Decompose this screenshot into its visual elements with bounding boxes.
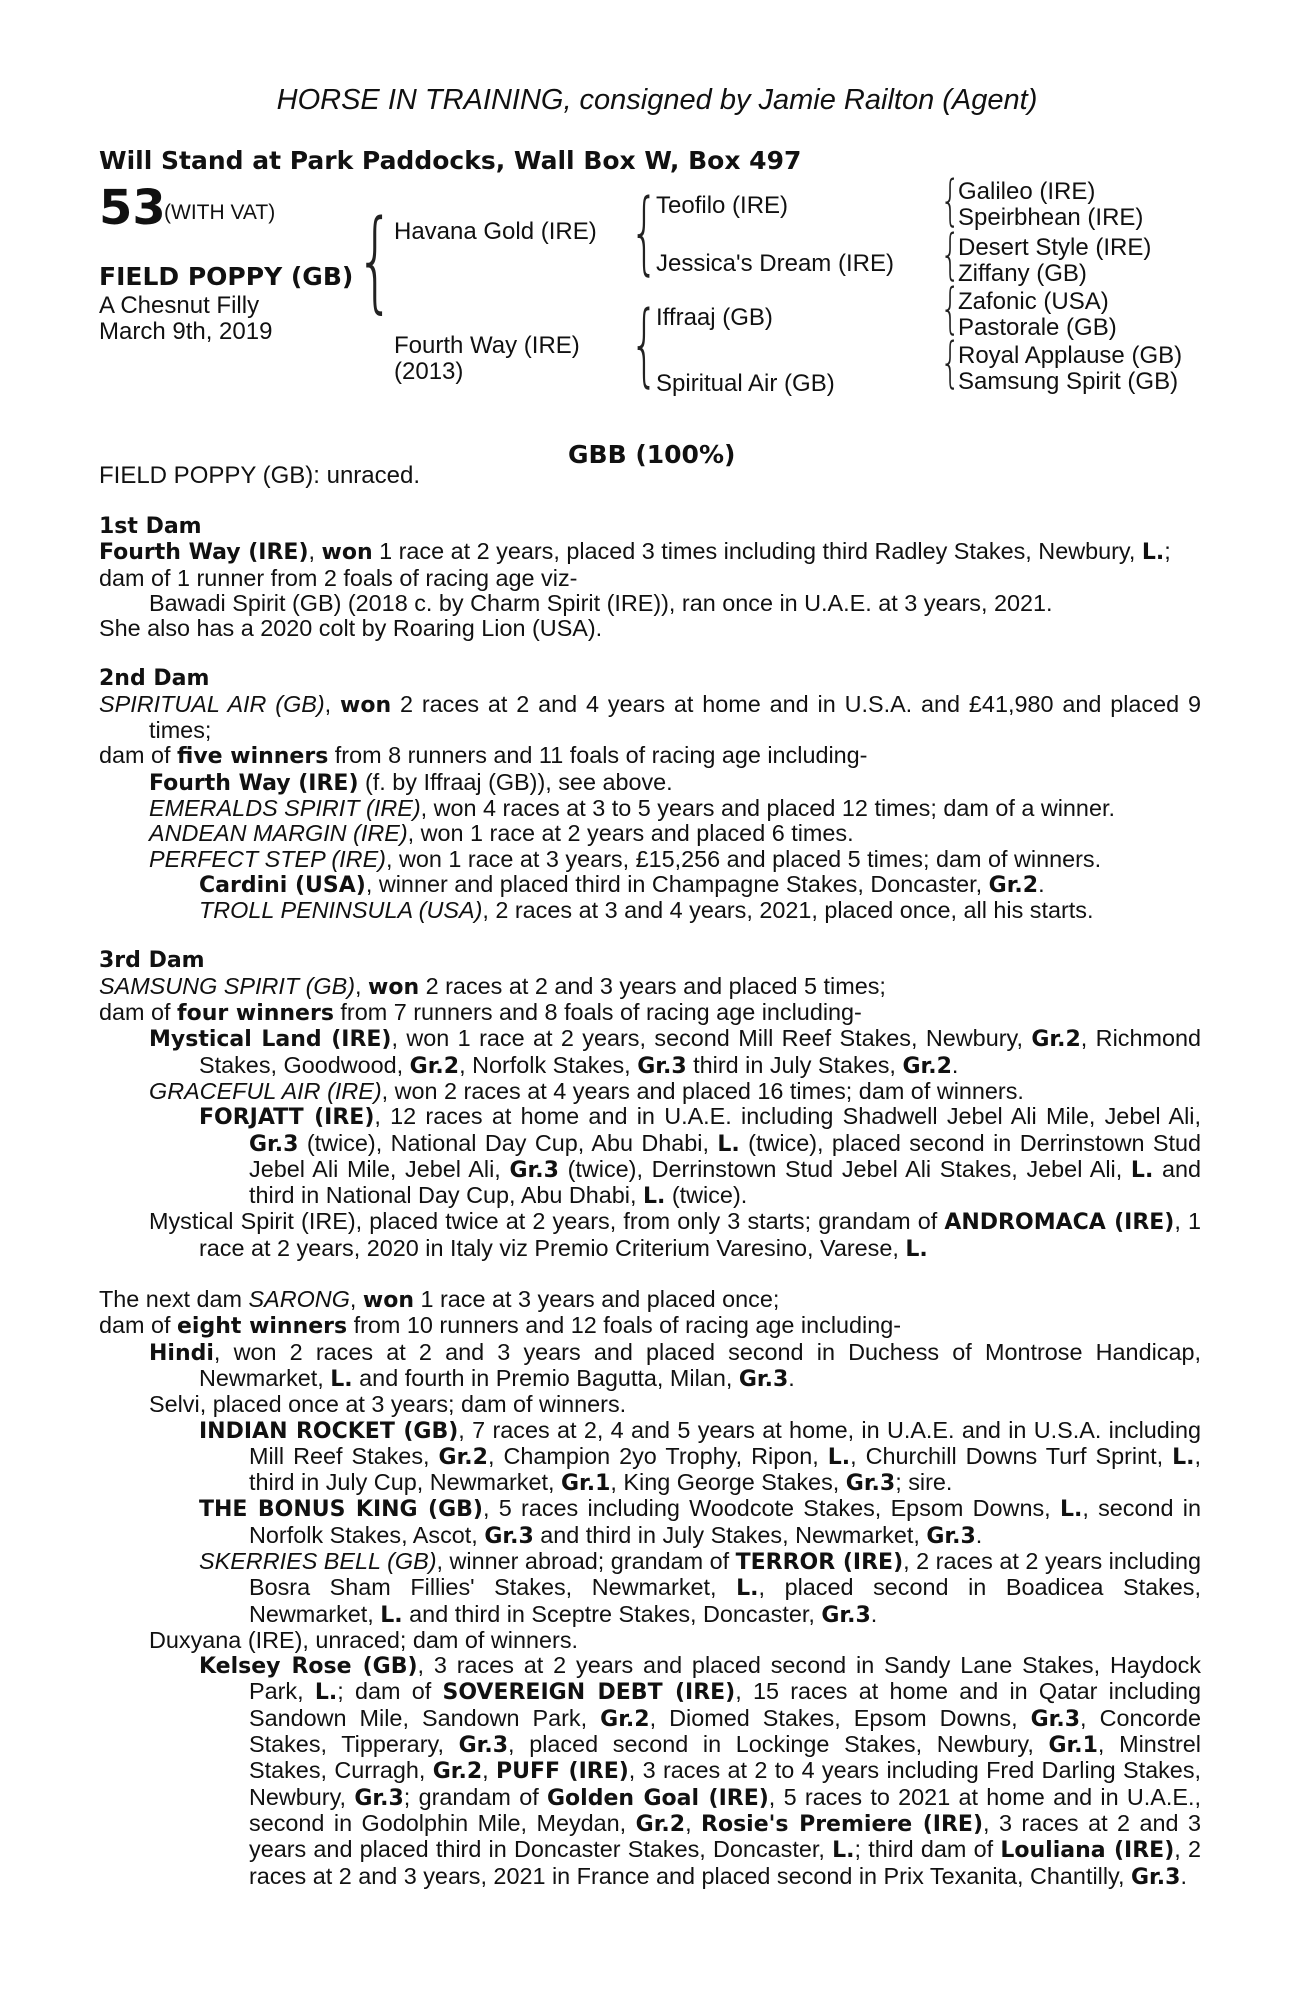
horse-description: A Chesnut Filly xyxy=(99,292,260,319)
horse-name: FIELD POPPY (GB) xyxy=(99,262,354,291)
produce-entry: FORJATT (IRE), 12 races at home and in U.A.E. including Shadwell Jebel Ali Mile, Jebel Ali, Gr.3 (twice), National Day Cup, Abu Dhabi, L. (twice), placed second in Derrinstown Stud Jebel Ali Mile, Jebel Ali, Gr.3 (twice), Derrinstown Stud Jebel Ali Stakes, Jebel Ali, L. and third in National Day Cup, Abu Dhabi, L. (twice). xyxy=(199,1103,1202,1210)
produce-entry: INDIAN ROCKET (GB), 7 races at 2, 4 and 5 years at home, in U.A.E. and in U.S.A. including Mill Reef Stakes, Gr.2, Champion 2yo Trophy, Ripon, L., Churchill Downs Turf Sprint, L., third in July Cup, Newmarket, Gr.1, King George Stakes, Gr.3; sire. xyxy=(199,1416,1202,1497)
produce-summary: dam of 1 runner from 2 foals of racing age viz- xyxy=(99,564,578,591)
pedigree-dam-year: (2013) xyxy=(394,358,464,385)
pedigree-sire-dam: Jessica's Dream (IRE) xyxy=(656,250,894,277)
pedigree-dam-dam: Spiritual Air (GB) xyxy=(656,370,835,397)
pedigree-brace: { xyxy=(940,169,961,232)
vat-note: (WITH VAT) xyxy=(164,201,276,224)
produce-entry: Duxyana (IRE), unraced; dam of winners. xyxy=(149,1626,579,1653)
produce-entry: Kelsey Rose (GB), 3 races at 2 years and placed second in Sandy Lane Stakes, Haydock Park, L.; dam of SOVEREIGN DEBT (IRE), 15 races at home and in Qatar including Sandown Mile, Sandown Park, Gr.2, Diomed Stakes, Epsom Downs, Gr.3, Concorde Stakes, Tipperary, Gr.3, placed second in Lockinge Stakes, Newbury, Gr.1, Minstrel Stakes, Curragh, Gr.2, PUFF (IRE), 3 races at 2 to 4 years including Fred Darling Stakes, Newbury, Gr.3; grandam of Golden Goal (IRE), 5 races to 2021 at home and in U.A.E., second in Godolphin Mile, Meydan, Gr.2, Rosie's Premiere (IRE), 3 races at 2 and 3 years and placed third in Doncaster Stakes, Doncaster, L.; third dam of Louliana (IRE), 2 races at 2 and 3 years, 2021 in France and placed second in Prix Texanita, Chantilly, Gr.3. xyxy=(199,1652,1202,1890)
produce-entry: ANDEAN MARGIN (IRE), won 1 race at 2 years and placed 6 times. xyxy=(149,820,854,847)
lot-number: 53 xyxy=(99,180,166,236)
produce-note: She also has a 2020 colt by Roaring Lion (USA). xyxy=(99,615,603,642)
pedigree-brace: { xyxy=(630,180,659,285)
pedigree-ancestor: Royal Applause (GB) xyxy=(958,342,1183,369)
dam-entry: The next dam SARONG, won 1 race at 3 years and placed once; xyxy=(99,1286,780,1314)
pedigree-brace: { xyxy=(940,223,961,286)
pedigree-sire-sire: Teofilo (IRE) xyxy=(656,192,789,219)
section-heading: 3rd Dam xyxy=(99,948,205,974)
pedigree-dam: Fourth Way (IRE) xyxy=(394,332,580,359)
pedigree-dam-sire: Iffraaj (GB) xyxy=(656,304,773,331)
section-heading: 1st Dam xyxy=(99,514,202,539)
produce-summary: dam of four winners from 7 runners and 8 foals of racing age including- xyxy=(99,999,862,1027)
racing-record: FIELD POPPY (GB): unraced. xyxy=(99,462,421,489)
section-heading: 2nd Dam xyxy=(99,666,210,692)
produce-entry: Fourth Way (IRE) (f. by Iffraaj (GB)), see above. xyxy=(149,768,673,796)
catalogue-body xyxy=(99,514,1201,1890)
produce-entry: GRACEFUL AIR (IRE), won 2 races at 4 years and placed 16 times; dam of winners. xyxy=(149,1077,1024,1104)
produce-summary: dam of five winners from 8 runners and 11 foals of racing age including- xyxy=(99,742,868,770)
dam-entry: SPIRITUAL AIR (GB), won 2 races at 2 and 4 years at home and in U.S.A. and £41,980 and placed 9 times; xyxy=(99,690,1201,744)
pedigree-brace: { xyxy=(940,331,961,394)
pedigree-ancestor: Zafonic (USA) xyxy=(958,288,1109,315)
produce-entry: Selvi, placed once at 3 years; dam of winners. xyxy=(149,1391,627,1418)
pedigree-ancestor: Pastorale (GB) xyxy=(958,314,1117,341)
produce-entry: Hindi, won 2 races at 2 and 3 years and placed second in Duchess of Montrose Handicap, Newmarket, L. and fourth in Premio Bagutta, Milan, Gr.3. xyxy=(149,1338,1201,1392)
produce-entry: TROLL PENINSULA (USA), 2 races at 3 and 4 years, 2021, placed once, all his starts. xyxy=(199,897,1094,924)
produce-entry: THE BONUS KING (GB), 5 races including Woodcote Stakes, Epsom Downs, L., second in Norfolk Stakes, Ascot, Gr.3 and third in July Stakes, Newmarket, Gr.3. xyxy=(199,1495,1202,1549)
pedigree-ancestor: Galileo (IRE) xyxy=(958,178,1096,205)
pedigree-sire: Havana Gold (IRE) xyxy=(394,218,597,245)
pedigree-ancestor: Desert Style (IRE) xyxy=(958,234,1152,261)
produce-entry: EMERALDS SPIRIT (IRE), won 4 races at 3 to 5 years and placed 12 times; dam of a winner. xyxy=(149,794,1115,821)
dam-entry: Fourth Way (IRE), won 1 race at 2 years, placed 3 times including third Radley Stakes, Newbury, L.; xyxy=(99,538,1171,566)
stand-location: Will Stand at Park Paddocks, Wall Box W, Box 497 xyxy=(99,146,802,175)
pedigree-ancestor: Speirbhean (IRE) xyxy=(958,204,1144,231)
pedigree-brace: { xyxy=(356,196,395,324)
produce-entry: Cardini (USA), winner and placed third in Champagne Stakes, Doncaster, Gr.2. xyxy=(199,870,1045,898)
dam-entry: SAMSUNG SPIRIT (GB), won 2 races at 2 and 3 years and placed 5 times; xyxy=(99,972,886,1000)
produce-summary: dam of eight winners from 10 runners and 12 foals of racing age including- xyxy=(99,1312,902,1340)
horse-foaled: March 9th, 2019 xyxy=(99,318,273,345)
produce-entry: Bawadi Spirit (GB) (2018 c. by Charm Spirit (IRE)), ran once in U.A.E. at 3 years, 2021. xyxy=(149,589,1053,616)
produce-entry: Mystical Spirit (IRE), placed twice at 2 years, from only 3 starts; grandam of ANDROMACA (IRE), 1 race at 2 years, 2020 in Italy viz Premio Criterium Varesino, Varese, L. xyxy=(149,1208,1202,1262)
produce-entry: SKERRIES BELL (GB), winner abroad; grandam of TERROR (IRE), 2 races at 2 years including Bosra Sham Fillies' Stakes, Newmarket, L., placed second in Boadicea Stakes, Newmarket, L. and third in Sceptre Stakes, Doncaster, Gr.3. xyxy=(199,1547,1201,1628)
produce-entry: Mystical Land (IRE), won 1 race at 2 years, second Mill Reef Stakes, Newbury, Gr.2, Richmond Stakes, Goodwood, Gr.2, Norfolk Stakes, Gr.3 third in July Stakes, Gr.2. xyxy=(149,1025,1201,1079)
produce-entry: PERFECT STEP (IRE), won 1 race at 3 years, £15,256 and placed 5 times; dam of winners. xyxy=(149,845,1102,872)
pedigree-brace: { xyxy=(630,292,659,397)
pedigree-ancestor: Ziffany (GB) xyxy=(958,260,1087,287)
pedigree-brace: { xyxy=(940,277,961,340)
pedigree-ancestor: Samsung Spirit (GB) xyxy=(958,368,1179,395)
catalogue-header: HORSE IN TRAINING, consigned by Jamie Railton (Agent) xyxy=(276,84,1038,116)
rating: GBB (100%) xyxy=(568,440,736,469)
